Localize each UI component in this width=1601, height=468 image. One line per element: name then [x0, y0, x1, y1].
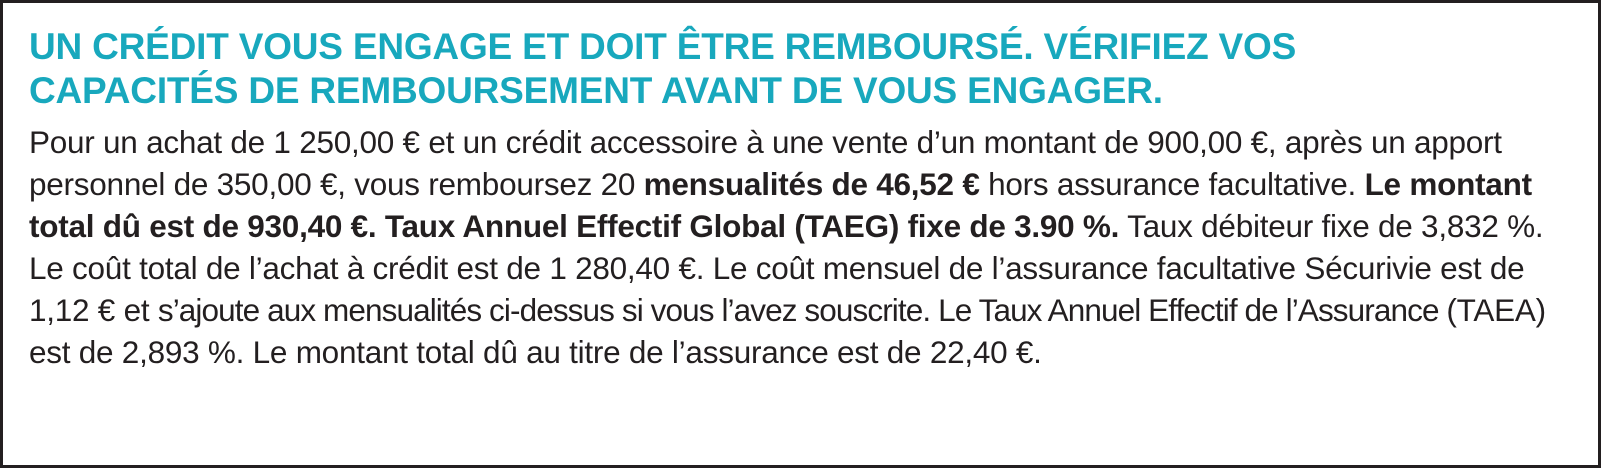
- legal-text-segment-5: Taux débiteur fixe de 3,832 %. Le coût total de l’achat à crédit est de 1 280,40 €. Le coût mensuel de l’assurance facultative Sécurivie est de 1,12 € et: [29, 208, 1544, 328]
- legal-text-segment-6: s’ajoute aux mensualités ci-dessus si vous l’avez souscrite. Le Taux Annuel Effectif de l’Assurance: [157, 291, 1447, 328]
- legal-text-monthly-payment: mensualités de 46,52 €: [643, 166, 980, 203]
- legal-body-text: [29, 122, 1572, 373]
- legal-text-segment-7: (TAEA) est de 2,893 %. Le montant total dû au titre de l’assurance est de 22,40 €.: [29, 291, 1546, 370]
- legal-headline: UN CRÉDIT VOUS ENGAGE ET DOIT ÊTRE REMBOURSÉ. VÉRIFIEZ VOS CAPACITÉS DE REMBOURSEMENT AVANT DE VOUS ENGAGER.: [29, 26, 1297, 111]
- legal-text-segment-1: Pour un achat de 1 250,00 € et un crédit accessoire à une vente d’un montant de 900,00 €, après un apport personnel de 350,00 €, vous remboursez 20: [29, 124, 1502, 203]
- legal-text-segment-3: hors assurance facultative.: [979, 166, 1365, 203]
- legal-text-total-due-taeg: Le montant total dû est de 930,40 €. Taux Annuel Effectif Global (TAEG) fixe de 3.90 %.: [29, 166, 1532, 245]
